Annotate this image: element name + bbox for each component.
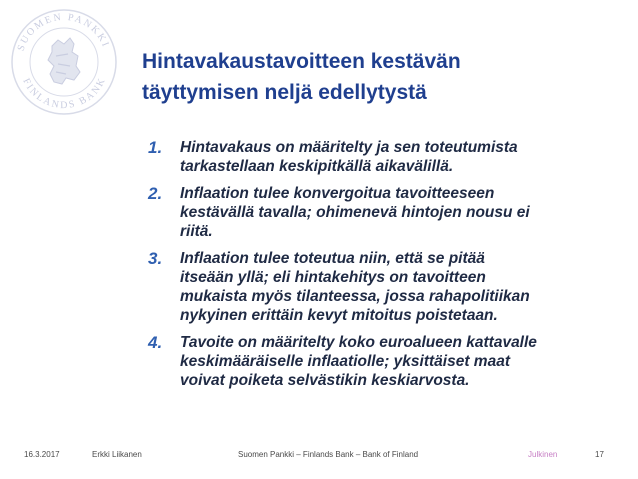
title-line-2: täyttymisen neljä edellytystä — [142, 81, 427, 104]
list-item-line: Hintavakaus on määritelty ja sen toteutumista — [180, 139, 518, 156]
page-title — [142, 46, 612, 108]
list-item-line: voivat poiketa selvästikin keskiarvosta. — [180, 372, 470, 389]
list-item-line: kestävällä tavalla; ohimenevä hintojen nousu ei — [180, 204, 530, 221]
list-item-line: keskimääräiselle inflaatiolle; yksittäiset maat — [180, 353, 510, 370]
footer-date: 16.3.2017 — [24, 450, 60, 459]
footer-author: Erkki Liikanen — [92, 450, 142, 459]
svg-text:SUOMEN PANKKI: SUOMEN PANKKI — [15, 11, 112, 53]
list-item-text — [180, 249, 530, 325]
suomen-pankki-logo-icon — [8, 6, 120, 118]
list-item-line: mukaista myös tilanteessa, jossa rahapolitiikan — [180, 288, 530, 305]
list-item-line: Tavoite on määritelty koko euroalueen kattavalle — [180, 334, 537, 351]
list-item-number: 1. — [148, 138, 163, 157]
footer-page-number: 17 — [595, 450, 604, 459]
list-item-line: nykyinen erittäin kevyt mitoitus poistetaan. — [180, 307, 498, 324]
list-item-line: tarkastellaan keskipitkällä aikavälillä. — [180, 158, 454, 175]
list-item — [148, 333, 618, 390]
list-item-number: 4. — [148, 333, 163, 352]
list-item-line: itseään yllä; eli hintakehitys on tavoitteen — [180, 269, 486, 286]
list-item-line: riitä. — [180, 223, 213, 240]
footer — [0, 450, 638, 464]
list-item — [148, 249, 618, 325]
conditions-list — [148, 138, 618, 398]
list-item-text — [180, 138, 518, 176]
list-item-number: 2. — [148, 184, 163, 203]
list-item-text — [180, 333, 537, 390]
list-item-number: 3. — [148, 249, 163, 268]
list-item-line: Inflaation tulee konvergoitua tavoitteeseen — [180, 185, 495, 202]
title-line-1: Hintavakaustavoitteen kestävän — [142, 50, 461, 73]
list-item-line: Inflaation tulee toteutua niin, että se pitää — [180, 250, 485, 267]
svg-text:FINLANDS BANK: FINLANDS BANK — [20, 75, 109, 112]
footer-classification: Julkinen — [528, 450, 558, 459]
list-item — [148, 138, 618, 176]
footer-bank-name: Suomen Pankki – Finlands Bank – Bank of Finland — [238, 450, 419, 459]
list-item — [148, 184, 618, 241]
list-item-text — [180, 184, 530, 241]
